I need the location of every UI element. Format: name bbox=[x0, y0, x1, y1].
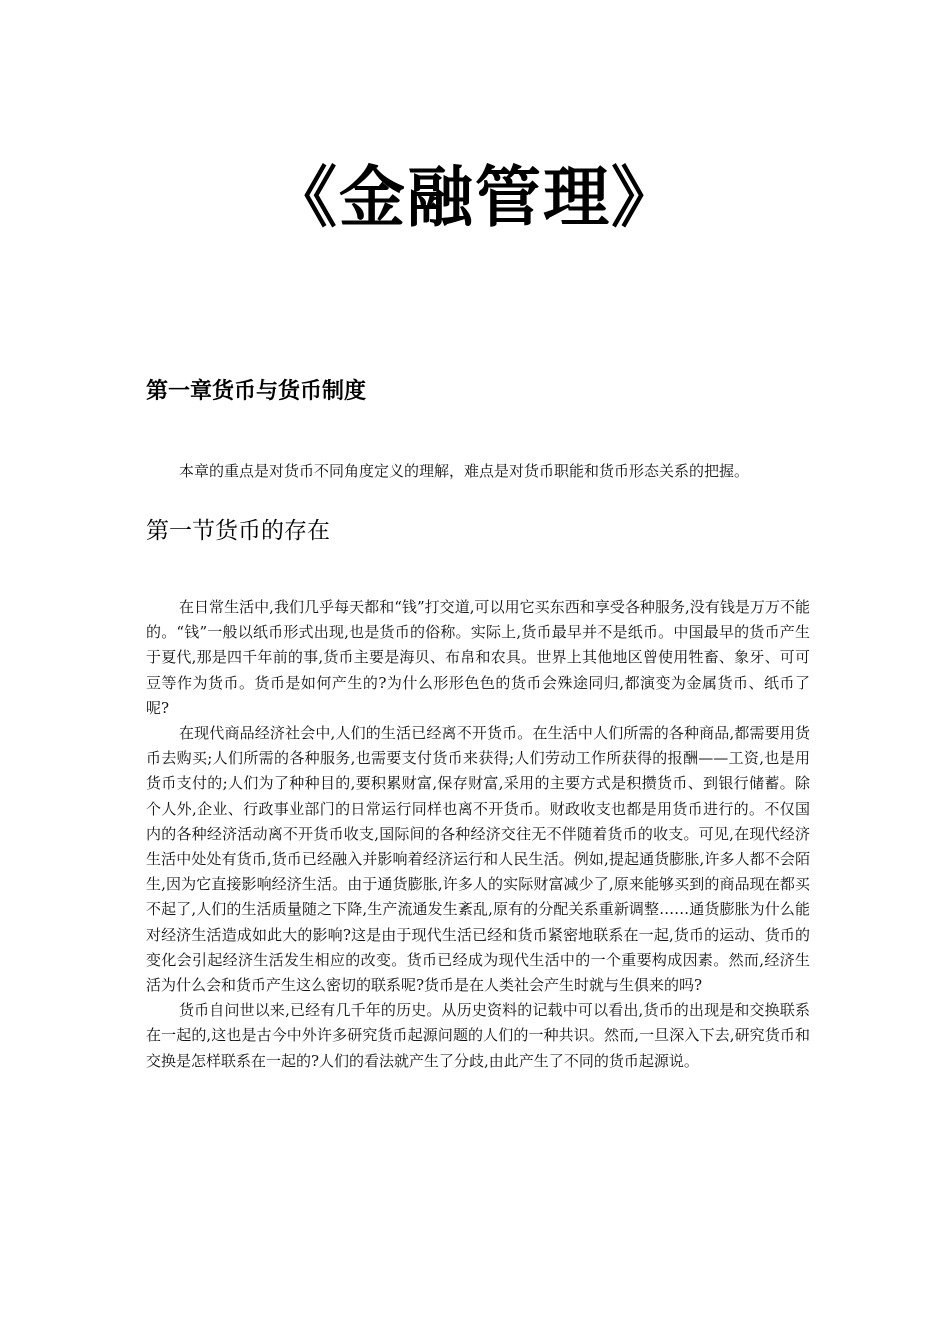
chapter-heading: 第一章货币与货币制度 bbox=[146, 379, 367, 404]
paragraph: 在日常生活中,我们几乎每天都和“钱”打交道,可以用它买东西和享受各种服务,没有钱是万万不能的。“钱”一般以纸币形式出现,也是货币的俗称。实际上,货币最早并不是纸币。中国最早的货币产生于夏代,那是四千年前的事,货币主要是海贝、布帛和农具。世界上其他地区曾使用牲畜、象牙、可可豆等作为货币。货币是如何产生的?为什么形形色色的货币会殊途同归,都演变为金属货币、纸币了呢? bbox=[146, 598, 810, 717]
body-text bbox=[146, 595, 810, 1074]
paragraph: 货币自问世以来,已经有几千年的历史。从历史资料的记载中可以看出,货币的出现是和交换联系在一起的,这也是古今中外许多研究货币起源问题的人们的一种共识。然而,一旦深入下去,研究货币和交换是怎样联系在一起的?人们的看法就产生了分歧,由此产生了不同的货币起源说。 bbox=[146, 1001, 810, 1070]
paragraph: 在现代商品经济社会中,人们的生活已经离不开货币。在生活中人们所需的各种商品,都需要用货币去购买;人们所需的各种服务,也需要支付货币来获得;人们劳动工作所获得的报酬——工资,也是用货币支付的;人们为了种种目的,要积累财富,保存财富,采用的主要方式是积攒货币、到银行储蓄。除个人外,企业、行政事业部门的日常运行同样也离不开货币。财政收支也都是用货币进行的。不仅国内的各种经济活动离不开货币收支,国际间的各种经济交往无不伴随着货币的收支。可见,在现代经济生活中处处有货币,货币已经融入并影响着经济运行和人民生活。例如,提起通货膨胀,许多人都不会陌生,因为它直接影响经济生活。由于通货膨胀,许多人的实际财富减少了,原来能够买到的商品现在都买不起了,人们的生活质量随之下降,生产流通发生紊乱,原有的分配关系重新调整……通货膨胀为什么能对经济生活造成如此大的影响?这是由于现代生活已经和货币紧密地联系在一起,货币的运动、货币的变化会引起经济生活发生相应的改变。货币已经成为现代生活中的一个重要构成因素。然而,经济生活为什么会和货币产生这么密切的联系呢?货币是在人类社会产生时就与生俱来的吗? bbox=[146, 724, 810, 995]
section-heading: 第一节货币的存在 bbox=[146, 518, 330, 544]
chapter-summary: 本章的重点是对货币不同角度定义的理解，难点是对货币职能和货币形态关系的把握。 bbox=[179, 462, 750, 480]
document-title: 《金融管理》 bbox=[271, 159, 679, 236]
